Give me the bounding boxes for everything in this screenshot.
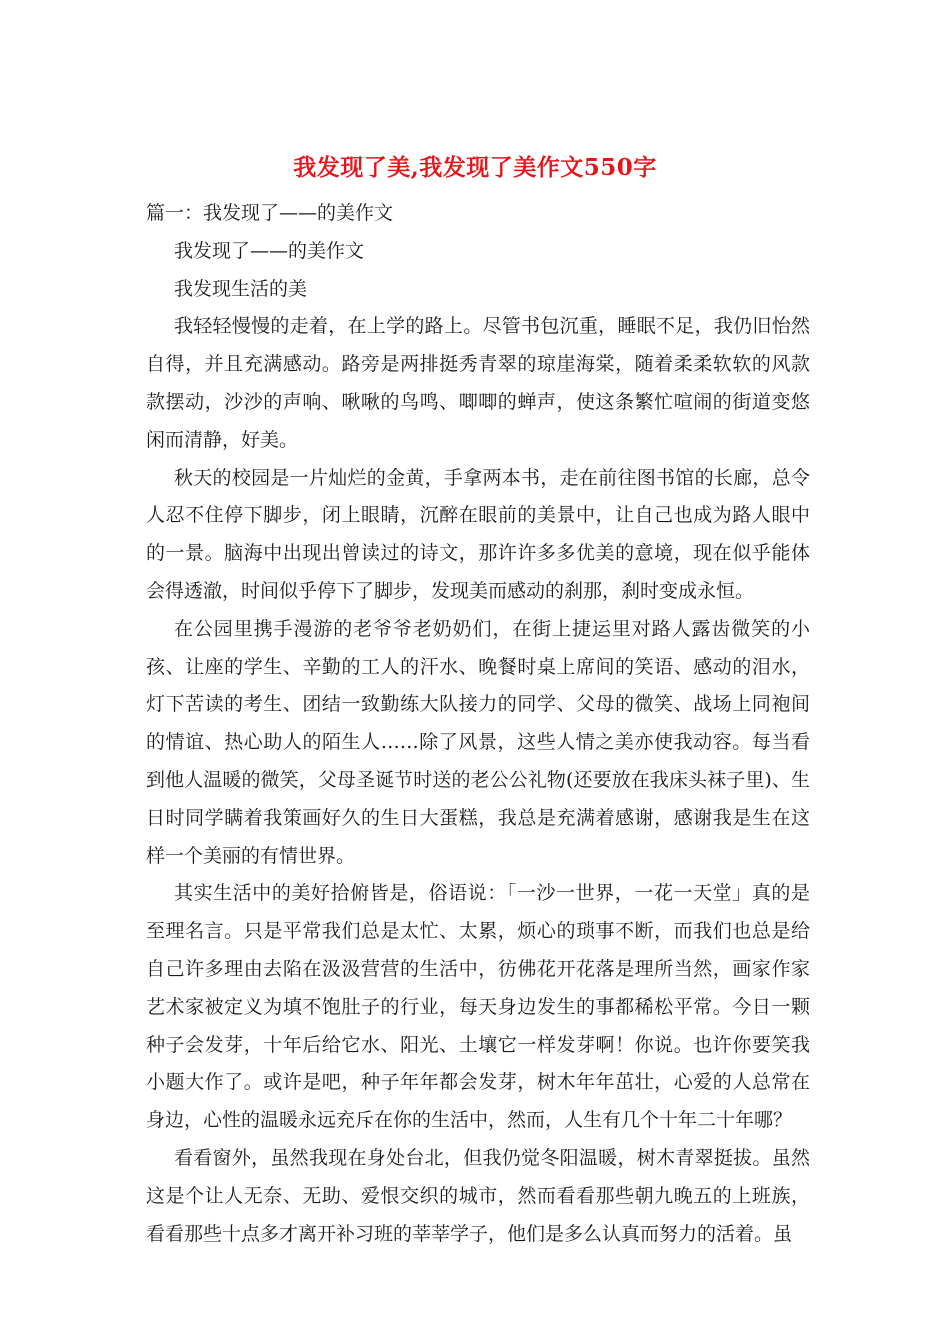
document-body	[146, 195, 810, 1253]
body-paragraph: 看看窗外，虽然我现在身处台北，但我仍觉冬阳温暖，树木青翠挺拔。虽然这是个让人无奈、无助、爱恨交织的城市，然而看看那些朝九晚五的上班族，看看那些十点多才离开补习班的莘莘学子，他们是多么认真而努力的活着。虽	[146, 1146, 810, 1245]
body-paragraph: 我轻轻慢慢的走着，在上学的路上。尽管书包沉重，睡眠不足，我仍旧怡然自得，并且充满感动。路旁是两排挺秀青翠的琼崖海棠，随着柔柔软软的风款款摆动，沙沙的声响、啾啾的鸟鸣、唧唧的蝉声，使这条繁忙喧闹的街道变悠闲而清静，好美。	[146, 315, 810, 451]
document-title: 我发现了美,我发现了美作文550字	[293, 154, 657, 181]
subheading: 我发现生活的美	[174, 277, 308, 300]
body-paragraph: 秋天的校园是一片灿烂的金黄，手拿两本书，走在前往图书馆的长廊，总令人忍不住停下脚步，闭上眼睛，沉醉在眼前的美景中，让自己也成为路人眼中的一景。脑海中出现出曾读过的诗文，那许许多多优美的意境，现在似乎能体会得透澈，时间似乎停下了脚步，发现美而感动的刹那，刹时变成永恒。	[146, 466, 810, 602]
body-paragraph: 其实生活中的美好拾俯皆是，俗语说：「一沙一世界，一花一天堂」真的是至理名言。只是平常我们总是太忙、太累，烦心的琐事不断，而我们也总是给自己许多理由去陷在汲汲营营的生活中，彷佛花开花落是理所当然，画家作家艺术家被定义为填不饱肚子的行业，每天身边发生的事都稀松平常。今日一颗种子会发芽，十年后给它水、阳光、土壤它一样发芽啊！你说。也许你要笑我小题大作了。或许是吧，种子年年都会发芽，树木年年茁壮，心爱的人总常在身边，心性的温暖永远充斥在你的生活中，然而，人生有几个十年二十年哪？	[146, 882, 810, 1132]
section-heading: 篇一：我发现了——的美作文	[146, 202, 394, 224]
body-paragraph: 在公园里携手漫游的老爷爷老奶奶们，在街上捷运里对路人露齿微笑的小孩、让座的学生、辛勤的工人的汗水、晚餐时桌上席间的笑语、感动的泪水，灯下苦读的考生、团结一致勤练大队接力的同学、父母的微笑、战场上同袍间的情谊、热心助人的陌生人……除了风景，这些人情之美亦使我动容。每当看到他人温暖的微笑，父母圣诞节时送的老公公礼物(还要放在我床头袜子里)、生日时同学瞒着我策画好久的生日大蛋糕，我总是充满着感谢，感谢我是生在这样一个美丽的有情世界。	[146, 617, 810, 867]
subheading: 我发现了——的美作文	[174, 239, 365, 262]
